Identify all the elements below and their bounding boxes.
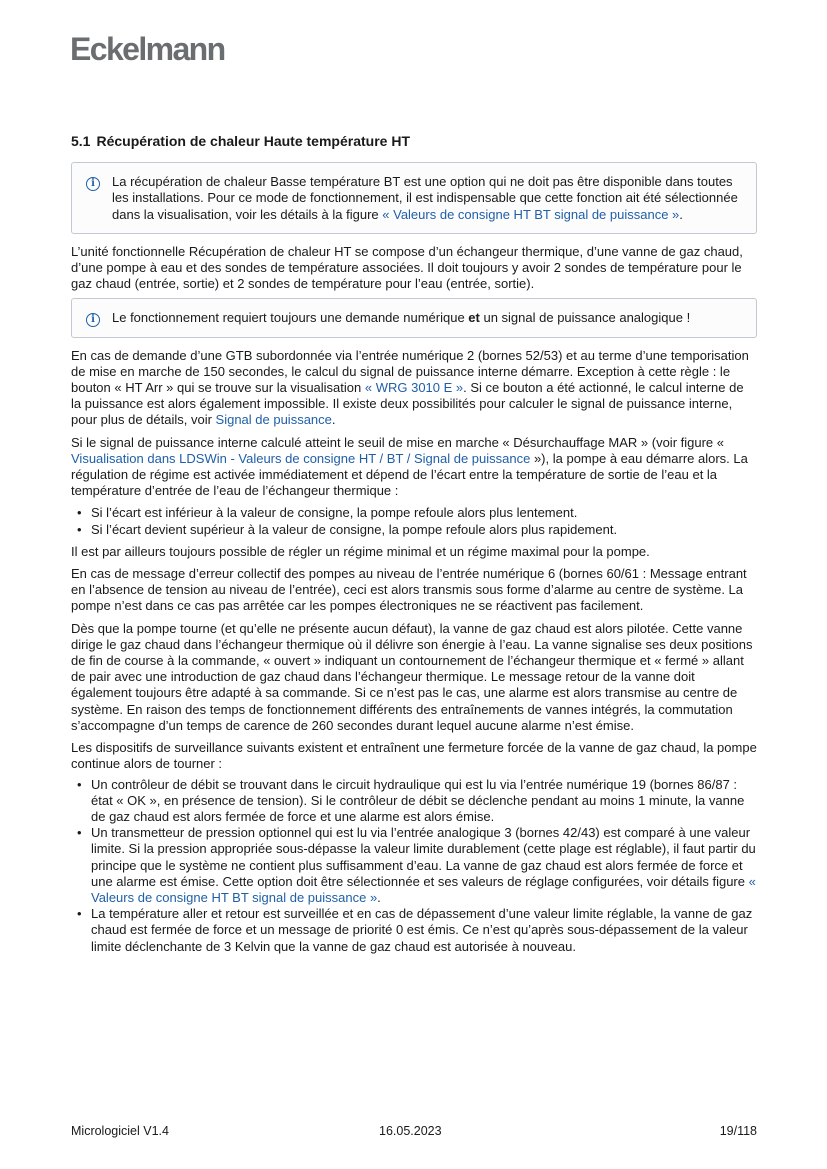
link-valeurs-consigne[interactable]: « Valeurs de consigne HT BT signal de puissance » bbox=[382, 206, 680, 222]
page-content bbox=[71, 133, 757, 961]
text: La température aller et retour est surveillée et en cas de dépassement d’une valeur limite réglable, la vanne de gaz chaud est fermée de force et un message de priorité 0 est émis. Ce n’est qu’après sous-dépassement de la valeur limite déclenchante de 3 Kelvin que la vanne de gaz chaud est autorisée à nouveau. bbox=[91, 906, 753, 954]
monitoring-list bbox=[71, 777, 757, 955]
info-note-bt-option bbox=[71, 162, 757, 234]
link-valeurs-consigne[interactable]: « Valeurs de consigne HT BT signal de puissance » bbox=[91, 873, 756, 905]
list-item: • Si l’écart devient supérieur à la valeur de consigne, la pompe refoule alors plus rapidement. bbox=[91, 522, 757, 538]
text: »), la pompe à eau démarre alors. La régulation de régime est activée immédiatement et dépend de l’écart entre la température de sortie de l’eau et la température d’entrée de l’eau de l’échangeur thermique : bbox=[71, 450, 748, 499]
footer-date: 16.05.2023 bbox=[379, 1124, 442, 1138]
text: . Si ce bouton a été actionné, le calcul interne de la puissance est alors également impossible. Il existe deux possibilités pour calculer le signal de puissance interne, pour plus de détails, voir bbox=[71, 380, 744, 428]
text: . bbox=[377, 889, 381, 905]
paragraph-min-max: Il est par ailleurs toujours possible de régler un régime minimal et un régime maximal pour la pompe. bbox=[71, 543, 650, 559]
list-item bbox=[91, 906, 757, 955]
info-note-demand bbox=[71, 298, 757, 337]
footer-version: Micrologiciel V1.4 bbox=[71, 1124, 169, 1138]
note-text: La récupération de chaleur Basse température BT est une option qui ne doit pas être disponible dans toutes les installations. Pour ce mode de fonctionnement, il est indispensable que cette fonction ait été sélectionnée dans la visualisation, voir les détails à la figure bbox=[112, 174, 738, 222]
eckelmann-logo: Eckelmann bbox=[70, 31, 225, 67]
link-visualisation-ldswin[interactable]: Visualisation dans LDSWin - Valeurs de consigne HT / BT / Signal de puissance bbox=[71, 450, 531, 466]
paragraph-pump-start bbox=[71, 435, 757, 500]
paragraph-monitoring: Les dispositifs de surveillance suivants existent et entraînent une fermeture forcée de la vanne de gaz chaud, la pompe continue alors de tourner : bbox=[71, 740, 757, 772]
paragraph-valve: Dès que la pompe tourne (et qu’elle ne présente aucun défaut), la vanne de gaz chaud est alors pilotée. Cette vanne dirige le gaz chaud dans l’échangeur thermique où il délivre son énergie à l’eau. La vanne signalise ses deux positions de fin de course à la commande, « ouvert » indiquant un contournement de l’échangeur thermique et « fermé » allant de pair avec une introduction de gaz chaud dans l’échangeur thermique. Le message retour de la vanne doit également toujours être adapté à sa commande. Si ce n’est pas le cas, une alarme est alors transmise au centre de système. En raison des temps de fonctionnement différents des entraînements de vannes intégrés, la commutation s’accompagne d’un temps de carence de 260 secondes durant lequel aucune alarme n’est émise. bbox=[71, 620, 753, 733]
section-number: 5.1 bbox=[71, 133, 91, 149]
link-signal-puissance[interactable]: Signal de puissance bbox=[215, 412, 332, 428]
paragraph-error-message: En cas de message d’erreur collectif des pompes au niveau de l’entrée numérique 6 (bornes 60/61 : Message entrant en l’absence de tension au niveau de l’entrée), ceci est alors transmis sous forme d’alarme au centre de système. La pompe n’est dans ce cas pas arrêtée car les pompes électroniques ne se réactivent pas facilement. bbox=[71, 566, 747, 614]
list-item bbox=[91, 825, 757, 906]
list-item bbox=[91, 777, 757, 826]
text: . bbox=[331, 412, 336, 428]
speed-regulation-list bbox=[71, 505, 757, 537]
text: Un transmetteur de pression optionnel qui est lu via l’entrée analogique 3 (bornes 42/43) est comparé à une valeur limite. Si la pression appropriée sous-dépasse la valeur limite durablement (cette plage est réglable), il faut partir du principe que le système ne contient plus suffisamment d’eau. La vanne de gaz chaud est alors fermée de force et une alarme est émise. Cette option doit être sélectionnée et ses valeurs de réglage configurées, voir détails figure bbox=[91, 825, 756, 889]
list-item: • Si l’écart est inférieur à la valeur de consigne, la pompe refoule alors plus lentement. bbox=[91, 505, 757, 521]
note-text: . bbox=[679, 206, 683, 222]
section-title: Récupération de chaleur Haute température HT bbox=[96, 133, 410, 149]
paragraph-unit-description: L’unité fonctionnelle Récupération de chaleur HT se compose d’un échangeur thermique, d’une vanne de gaz chaud, d’une pompe à eau et des sondes de température associées. Il doit toujours y avoir 2 sondes de température pour le gaz chaud (entrée, sortie) et 2 sondes de température pour l’eau (entrée, sortie). bbox=[71, 243, 743, 292]
footer-page-number: 19/118 bbox=[719, 1124, 757, 1138]
note-text: un signal de puissance analogique ! bbox=[479, 310, 691, 326]
text: Si le signal de puissance interne calculé atteint le seuil de mise en marche « Désurchauffage MAR » (voir figure « bbox=[71, 434, 724, 450]
link-wrg-3010e[interactable]: « WRG 3010 E » bbox=[364, 380, 464, 396]
text: Un contrôleur de débit se trouvant dans le circuit hydraulique qui est lu via l’entrée numérique 19 (bornes 86/87 : état « OK », en présence de tension). Si le contrôleur de débit se déclenche pendant au moins 1 minute, la vanne de gaz chaud est alors fermée de force et une alarme est alors émise. bbox=[91, 776, 745, 824]
info-icon: i bbox=[86, 313, 100, 327]
info-icon: i bbox=[86, 177, 100, 191]
section-heading bbox=[71, 133, 757, 149]
text: En cas de demande d’une GTB subordonnée via l’entrée numérique 2 (bornes 52/53) et au terme d’une temporisation de mise en marche de 150 secondes, le calcul du signal de puissance interne démarre. Exception à cette règle : le bouton « HT Arr » qui se trouve sur la visualisation bbox=[71, 347, 749, 396]
paragraph-gtb-demand bbox=[71, 348, 757, 429]
note-bold: et bbox=[468, 310, 480, 326]
note-text: Le fonctionnement requiert toujours une demande numérique bbox=[112, 310, 469, 326]
